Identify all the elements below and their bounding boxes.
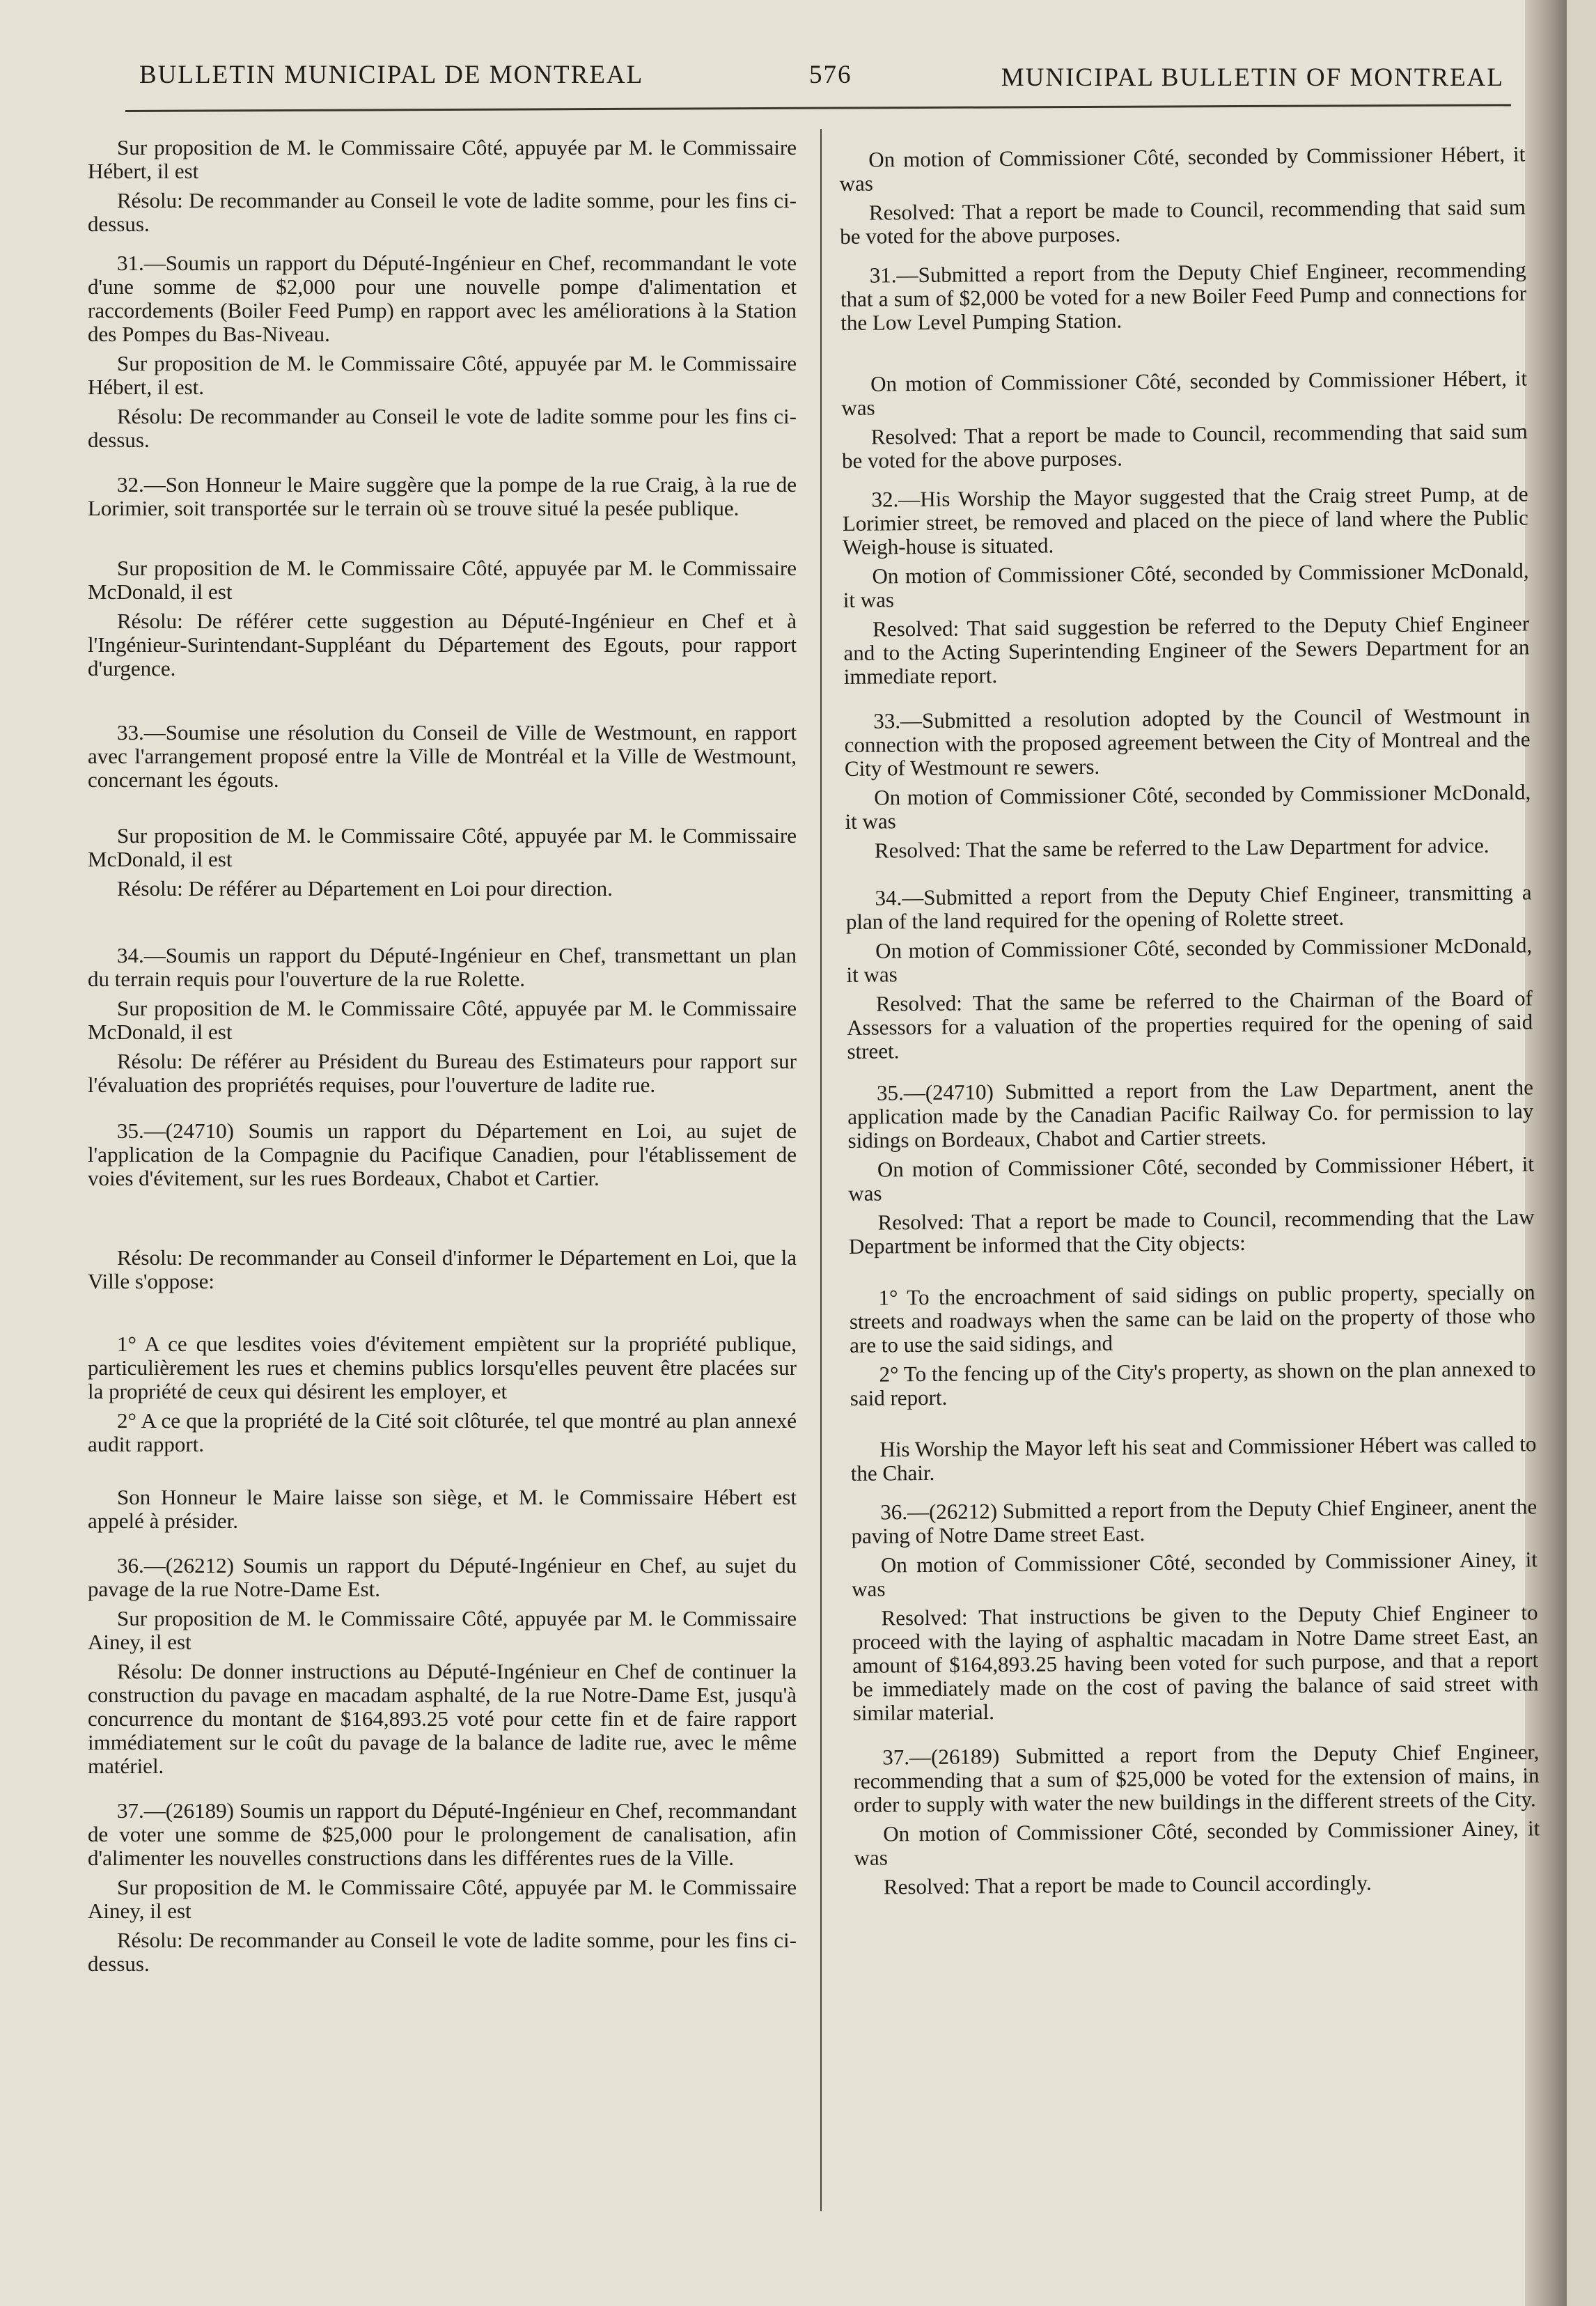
english-paragraph: 35.—(24710) Submitted a report from the Law Department, anent the application made by the Canadian Pacific Railway Co. for permission to lay sidings on Bordeaux, Chabot and Cartier streets. [847,1075,1534,1153]
french-block [88,1554,797,1778]
english-paragraph: On motion of Commissioner Côté, seconded by Commissioner Hébert, it was [841,366,1528,420]
french-paragraph: Résolu: De recommander au Conseil le vote de ladite somme, pour les fins ci-dessus. [88,188,797,236]
english-block [844,703,1531,863]
english-block [847,1075,1535,1259]
page-header [139,60,1504,102]
english-paragraph: Resolved: That the same be referred to the Chairman of the Board of Assessors for a valuation of the properties required for the opening of said street. [847,985,1533,1064]
column-divider [820,129,822,2211]
french-paragraph: Résolu: De recommander au Conseil le vote de ladite somme, pour les fins ci-dessus. [88,1928,797,1976]
french-paragraph: Sur proposition de M. le Commissaire Côté, appuyée par M. le Commissaire Ainey, il est [88,1875,797,1923]
french-block [88,1119,797,1190]
english-column [839,130,1540,1899]
french-paragraph: 34.—Soumis un rapport du Député-Ingénieur en Chef, transmettant un plan du terrain requis pour l'ouverture de la rue Rolette. [88,943,797,991]
header-french-title: BULLETIN MUNICIPAL DE MONTREAL [139,61,644,89]
english-paragraph: On motion of Commissioner Côté, seconded by Commissioner Hébert, it was [839,141,1526,196]
english-block [849,1280,1536,1410]
english-paragraph: 33.—Submitted a resolution adopted by the Council of Westmount in connection with the proposed agreement between the City of Montreal and the City of Westmount re sewers. [844,703,1531,781]
french-paragraph: Résolu: De recommander au Conseil d'informer le Département en Loi, que la Ville s'oppose: [88,1245,797,1293]
header-english-title: MUNICIPAL BULLETIN OF MONTREAL [1001,63,1504,92]
french-paragraph: 2° A ce que la propriété de la Cité soit clôturée, tel que montré au plan annexé audit rapport. [88,1408,797,1456]
french-paragraph: Sur proposition de M. le Commissaire Côté, appuyée par M. le Commissaire McDonald, il est [88,823,797,871]
french-paragraph: Sur proposition de M. le Commissaire Côté, appuyée par M. le Commissaire McDonald, il est [88,996,797,1044]
french-paragraph: 33.—Soumise une résolution du Conseil de Ville de Westmount, en rapport avec l'arrangement proposé entre la Ville de Montréal et la Ville de Westmount, concernant les égouts. [88,720,797,792]
english-paragraph: Resolved: That a report be made to Council accordingly. [883,1870,1372,1899]
english-paragraph: 37.—(26189) Submitted a report from the Deputy Chief Engineer, recommending that a sum of $25,000 be voted for the extension of mains, in order to supply with water the new buildings in the different streets of the City. [853,1739,1540,1817]
french-paragraph: Résolu: De référer cette suggestion au Député-Ingénieur en Chef et à l'Ingénieur-Surintendant-Suppléant du Département des Egouts, pour rapport d'urgence. [88,609,797,680]
english-paragraph: On motion of Commissioner Côté, seconded by Commissioner Ainey, it was [854,1816,1540,1870]
page-number: 576 [809,61,852,89]
french-paragraph: 31.—Soumis un rapport du Député-Ingénieur en Chef, recommandant le vote d'une somme de $2,000 pour une nouvelle pompe d'alimentation et raccordements (Boiler Feed Pump) en rapport avec les améliorations à la Station des Pompes du Bas-Niveau. [88,251,797,346]
french-block [88,1246,797,1293]
english-paragraph: 31.—Submitted a report from the Deputy Chief Engineer, recommending that a sum of $2,000 be voted for a new Boiler Feed Pump and connections for the Low Level Pumping Station. [840,257,1527,335]
french-block [88,1332,797,1456]
english-block [850,1432,1537,1486]
english-paragraph: His Worship the Mayor left his seat and Commissioner Hébert was called to the Chair. [850,1431,1537,1486]
english-paragraph: 1° To the encroachment of said sidings on public property, specially on streets and roadways when the same can be laid on the property of those who are to use the said sidings, and [849,1279,1535,1357]
french-paragraph: Résolu: De recommander au Conseil le vote de ladite somme pour les fins ci-dessus. [88,404,797,452]
english-paragraph: On motion of Commissioner Côté, seconded by Commissioner Hébert, it was [848,1151,1535,1206]
french-block [88,824,797,901]
french-paragraph: Sur proposition de M. le Commissaire Côté, appuyée par M. le Commissaire Hébert, il est [88,135,797,183]
french-block [88,721,797,792]
english-paragraph: On motion of Commissioner Côté, seconded by Commissioner McDonald, it was [845,779,1531,834]
french-paragraph: Résolu: De référer au Département en Loi pour direction. [117,876,613,901]
french-paragraph: Sur proposition de M. le Commissaire Côté, appuyée par M. le Commissaire Ainey, il est [88,1606,797,1654]
english-block [839,142,1526,249]
french-block [88,1799,797,1976]
english-block [845,880,1533,1064]
french-paragraph: 35.—(24710) Soumis un rapport du Département en Loi, au sujet de l'application de la Compagnie du Pacifique Canadien, pour l'établissement de voies d'évitement, sur les rues Bordeaux, Chabot et Cartier. [88,1119,797,1190]
english-paragraph: 36.—(26212) Submitted a report from the Deputy Chief Engineer, anent the paving of Notre Dame street East. [851,1494,1538,1548]
english-paragraph: Resolved: That the same be referred to the Law Department for advice. [874,832,1489,863]
french-block [88,136,797,236]
french-block [88,944,797,1097]
english-block [840,258,1527,335]
english-paragraph: On motion of Commissioner Côté, seconded by Commissioner McDonald, it was [843,558,1529,612]
header-rule [125,104,1511,112]
english-paragraph: Resolved: That a report be made to Council, recommending that said sum be voted for the above purposes. [840,194,1526,249]
english-paragraph: Resolved: That a report be made to Council, recommending that said sum be voted for the above purposes. [841,419,1528,473]
french-block [88,1486,797,1533]
french-block [88,556,797,680]
french-paragraph: Résolu: De donner instructions au Député-Ingénieur en Chef de continuer la construction du pavage en macadam asphalté, de la rue Notre-Dame Est, jusqu'à concurrence du montant de $164,893.25 voté pour cette fin et de faire rapport immédiatement sur le coût du pavage de la balance de ladite rue, avec le même matériel. [88,1659,797,1778]
french-column [88,136,797,1976]
french-paragraph: 32.—Son Honneur le Maire suggère que la pompe de la rue Craig, à la rue de Lorimier, soit transportée sur le terrain où se trouve situé la pesée publique. [88,472,797,520]
english-block [842,482,1529,689]
french-paragraph: 37.—(26189) Soumis un rapport du Député-Ingénieur en Chef, recommandant de voter une somme de $25,000 pour le prolongement de canalisation, afin d'alimenter les nouvelles constructions dans les différentes rues de la Ville. [88,1798,797,1870]
english-paragraph: Resolved: That a report be made to Council, recommending that the Law Department be informed that the City objects: [848,1204,1535,1259]
french-paragraph: Résolu: De référer au Président du Bureau des Estimateurs pour rapport sur l'évaluation des propriétés requises, pour l'ouverture de ladite rue. [88,1049,797,1097]
english-paragraph: On motion of Commissioner Côté, seconded by Commissioner McDonald, it was [846,933,1533,987]
french-block [88,251,797,452]
english-paragraph: On motion of Commissioner Côté, seconded by Commissioner Ainey, it was [852,1547,1538,1601]
french-paragraph: Sur proposition de M. le Commissaire Côté, appuyée par M. le Commissaire Hébert, il est. [88,351,797,399]
french-paragraph: Sur proposition de M. le Commissaire Côté, appuyée par M. le Commissaire McDonald, il est [88,556,797,604]
english-block [841,366,1528,473]
french-paragraph: Son Honneur le Maire laisse son siège, et M. le Commissaire Hébert est appelé à présider. [88,1485,797,1533]
english-paragraph: 34.—Submitted a report from the Deputy Chief Engineer, transmitting a plan of the land required for the opening of Rolette street. [845,880,1532,934]
french-paragraph: 36.—(26212) Soumis un rapport du Député-Ingénieur en Chef, au sujet du pavage de la rue Notre-Dame Est. [88,1553,797,1601]
english-paragraph: Resolved: That instructions be given to the Deputy Chief Engineer to proceed with the laying of asphaltic macadam in Notre Dame street East, an amount of $164,893.25 having been voted for such purpose, and that a report be immediately made on the cost of paving the balance of said street with similar material. [852,1600,1539,1725]
english-paragraph: 2° To the fencing up of the City's property, as shown on the plan annexed to said report. [850,1356,1536,1410]
french-paragraph: 1° A ce que lesdites voies d'évitement empiètent sur la propriété publique, particulièrement les rues et chemins publics lorsqu'elles peuvent être placées sur la propriété de ceux qui désirent les employer, et [88,1332,797,1403]
french-block [88,473,797,520]
english-paragraph: Resolved: That said suggestion be referred to the Deputy Chief Engineer and to the Acting Superintending Engineer of the Sewers Department for an immediate report. [843,611,1530,689]
english-block [851,1495,1539,1725]
english-paragraph: 32.—His Worship the Mayor suggested that the Craig street Pump, at de Lorimier street, be removed and placed on the piece of land where the Public Weigh-house is situated. [842,481,1528,559]
english-block [853,1740,1540,1899]
